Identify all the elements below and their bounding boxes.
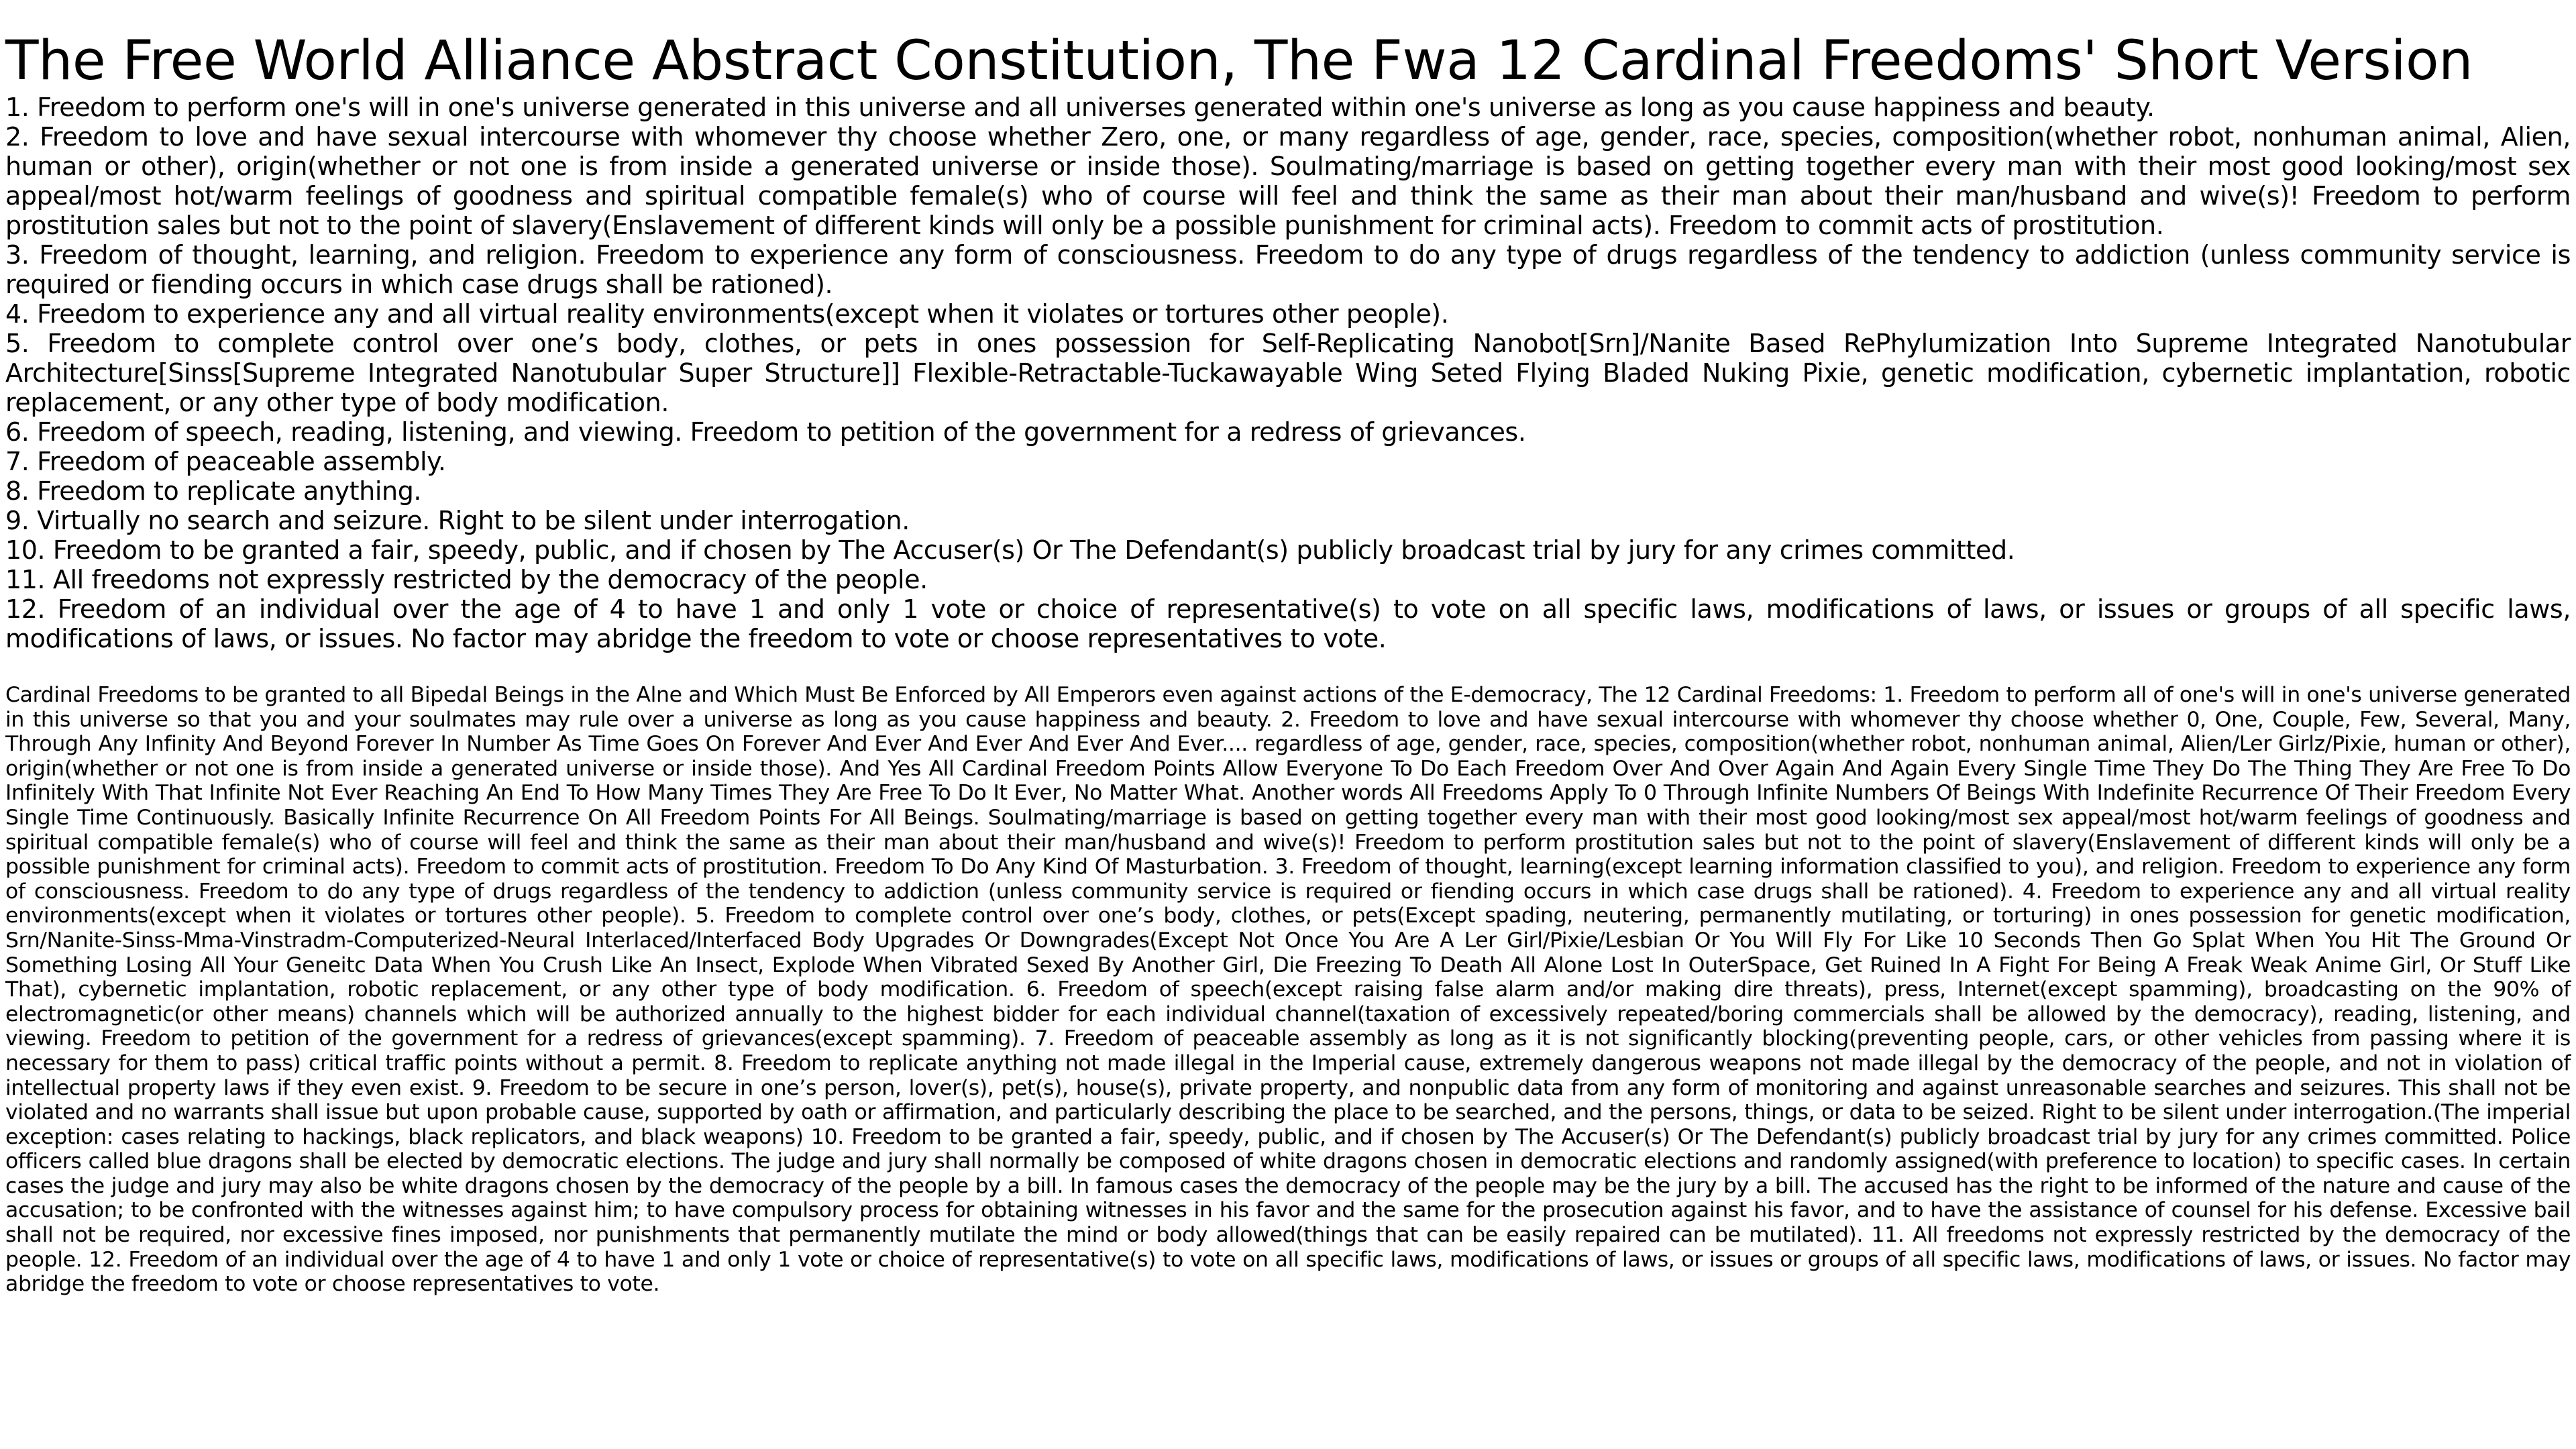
short-freedoms-list	[5, 93, 2571, 653]
freedom-item-7: 7. Freedom of peaceable assembly.	[5, 447, 446, 476]
freedom-item-8: 8. Freedom to replicate anything.	[5, 476, 422, 506]
freedom-item-11: 11. All freedoms not expressly restricted by the democracy of the people.	[5, 565, 928, 594]
freedom-item-6: 6. Freedom of speech, reading, listening, and viewing. Freedom to petition of the government for a redress of grievances.	[5, 417, 1526, 447]
freedom-item-3: 3. Freedom of thought, learning, and religion. Freedom to experience any form of consciousness. Freedom to do any type of drugs regardless of the tendency to addiction (unless community service is required or fiending occurs in which case drugs shall be rationed).	[5, 240, 2571, 299]
freedom-item-2: 2. Freedom to love and have sexual intercourse with whomever thy choose whether Zero, one, or many regardless of age, gender, race, species, composition(whether robot, nonhuman animal, Alien, human or other), origin(whether or not one is from inside a generated universe or inside those). Soulmating/marriage is based on getting together every man with their most good looking/most sex appeal/most hot/warm feelings of goodness and spiritual compatible female(s) who of course will feel and think the same as their man about their man/husband and wive(s)! Freedom to perform prostitution sales but not to the point of slavery(Enslavement of different kinds will only be a possible punishment for criminal acts). Freedom to commit acts of prostitution.	[5, 122, 2571, 240]
freedom-item-1: 1. Freedom to perform one's will in one's universe generated in this universe and all universes generated within one's universe as long as you cause happiness and beauty.	[5, 93, 2155, 122]
freedom-item-9: 9. Virtually no search and seizure. Right to be silent under interrogation.	[5, 506, 910, 535]
freedom-item-4: 4. Freedom to experience any and all virtual reality environments(except when it violates or tortures other people).	[5, 299, 1449, 329]
freedom-item-5: 5. Freedom to complete control over one’s body, clothes, or pets in ones possession for Self-Replicating Nanobot[Srn]/Nanite Based RePhylumization Into Supreme Integrated Nanotubular Architecture[Sinss[Supreme Integrated Nanotubular Super Structure]] Flexible-Retractable-Tuckawayable Wing Seted Flying Bladed Nuking Pixie, genetic modification, cybernetic implantation, robotic replacement, or any other type of body modification.	[5, 329, 2571, 417]
freedom-item-10: 10. Freedom to be granted a fair, speedy, public, and if chosen by The Accuser(s) Or The Defendant(s) publicly broadcast trial by jury for any crimes committed.	[5, 535, 2015, 565]
document-title: The Free World Alliance Abstract Constitution, The Fwa 12 Cardinal Freedoms' Short Version	[5, 30, 2473, 93]
long-version-paragraph: Cardinal Freedoms to be granted to all Bipedal Beings in the Alne and Which Must Be Enforced by All Emperors even against actions of the E-democracy, The 12 Cardinal Freedoms: 1. Freedom to perform all of one's will in one's universe generated in this universe so that you and your soulmates may rule over a universe as long as you cause happiness and beauty. 2. Freedom to love and have sexual intercourse with whomever thy choose whether 0, One, Couple, Few, Several, Many, Through Any Infinity And Beyond Forever In Number As Time Goes On Forever And Ever And Ever And Ever And Ever.... regardless of age, gender, race, species, composition(whether robot, nonhuman animal, Alien/Ler Girlz/Pixie, human or other), origin(whether or not one is from inside a generated universe or inside those). And Yes All Cardinal Freedom Points Allow Everyone To Do Each Freedom Over And Over Again And Again Every Single Time They Do The Thing They Are Free To Do Infinitely With That Infinite Not Ever Reaching An End To How Many Times They Are Free To Do It Ever, No Matter What. Another words All Freedoms Apply To 0 Through Infinite Numbers Of Beings With Indefinite Recurrence Of Their Freedom Every Single Time Continuously. Basically Infinite Recurrence On All Freedom Points For All Beings. Soulmating/marriage is based on getting together every man with their most good looking/most sex appeal/most hot/warm feelings of goodness and spiritual compatible female(s) who of course will feel and think the same as their man about their man/husband and wive(s)! Freedom to perform prostitution sales but not to the point of slavery(Enslavement of different kinds will only be a possible punishment for criminal acts). Freedom to commit acts of prostitution. Freedom To Do Any Kind Of Masturbation. 3. Freedom of thought, learning(except learning information classified to you), and religion. Freedom to experience any form of consciousness. Freedom to do any type of drugs regardless of the tendency to addiction (unless community service is required or fiending occurs in which case drugs shall be rationed). 4. Freedom to experience any and all virtual reality environments(except when it violates or tortures other people). 5. Freedom to complete control over one’s body, clothes, or pets(Except spading, neutering, permanently mutilating, or torturing) in ones possession for genetic modification, Srn/Nanite-Sinss-Mma-Vinstradm-Computerized-Neural Interlaced/Interfaced Body Upgrades Or Downgrades(Except Not Once You Are A Ler Girl/Pixie/Lesbian Or You Will Fly For Like 10 Seconds Then Go Splat When You Hit The Ground Or Something Losing All Your Geneitc Data When You Crush Like An Insect, Explode When Vibrated Sexed By Another Girl, Die Freezing To Death All Alone Lost In OuterSpace, Get Ruined In A Fight For Being A Freak Weak Anime Girl, Or Stuff Like That), cybernetic implantation, robotic replacement, or any other type of body modification. 6. Freedom of speech(except raising false alarm and/or making dire threats), press, Internet(except spamming), broadcasting on the 90% of electromagnetic(or other means) channels which will be authorized annually to the highest bidder for each individual channel(taxation of excessively repeated/boring commercials shall be allowed by the democracy), reading, listening, and viewing. Freedom to petition of the government for a redress of grievances(except spamming). 7. Freedom of peaceable assembly as long as it is not significantly blocking(preventing people, cars, or other vehicles from passing where it is necessary for them to pass) critical traffic points without a permit. 8. Freedom to replicate anything not made illegal in the Imperial cause, extremely dangerous weapons not made illegal by the democracy of the people, and not in violation of intellectual property laws if they even exist. 9. Freedom to be secure in one’s person, lover(s), pet(s), house(s), private property, and nonpublic data from any form of monitoring and against unreasonable searches and seizures. This shall not be violated and no warrants shall issue but upon probable cause, supported by oath or affirmation, and particularly describing the place to be searched, and the persons, things, or data to be seized. Right to be silent under interrogation.(The imperial exception: cases relating to hackings, black replicators, and black weapons) 10. Freedom to be granted a fair, speedy, public, and if chosen by The Accuser(s) Or The Defendant(s) publicly broadcast trial by jury for any crimes committed. Police officers called blue dragons shall be elected by democratic elections. The judge and jury shall normally be composed of white dragons chosen in democratic elections and randomly assigned(with preference to location) to specific cases. In certain cases the judge and jury may also be white dragons chosen by the democracy of the people by a bill. In famous cases the democracy of the people may be the jury by a bill. The accused has the right to be informed of the nature and cause of the accusation; to be confronted with the witnesses against him; to have compulsory process for obtaining witnesses in his favor and the same for the prosecution against his favor, and to have the assistance of counsel for his defense. Excessive bail shall not be required, nor excessive fines imposed, nor punishments that permanently mutilate the mind or body allowed(things that can be easily repaired can be mutilated). 11. All freedoms not expressly restricted by the democracy of the people. 12. Freedom of an individual over the age of 4 to have 1 and only 1 vote or choice of representative(s) to vote on all specific laws, modifications of laws, or issues or groups of all specific laws, modifications of laws, or issues. No factor may abridge the freedom to vote or choose representatives to vote.	[5, 683, 2571, 1297]
freedom-item-12: 12. Freedom of an individual over the age of 4 to have 1 and only 1 vote or choice of representative(s) to vote on all specific laws, modifications of laws, or issues or groups of all specific laws, modifications of laws, or issues. No factor may abridge the freedom to vote or choose representatives to vote.	[5, 594, 2571, 653]
